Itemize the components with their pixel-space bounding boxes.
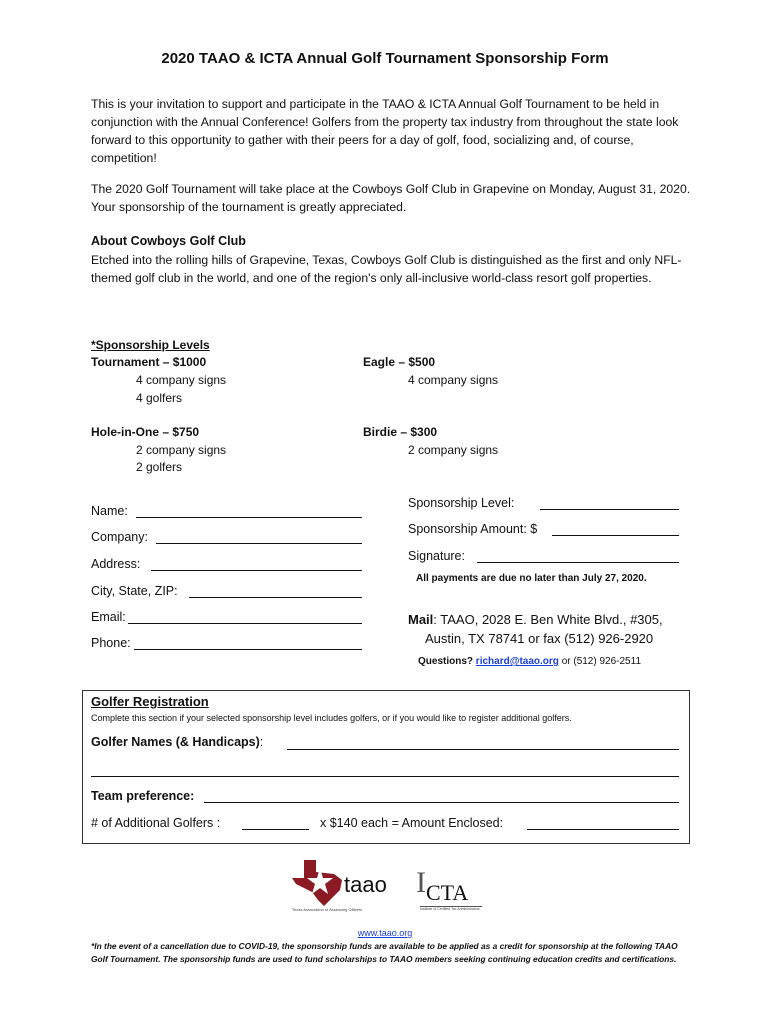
covid-note: *In the event of a cancellation due to COVID-19, the sponsorship funds are available to be applied as a credit for sponsorship at the following TAAO Golf Tournament. The sponsorship funds are used to fund scholarships to TAAO members seeking continuing education credits and certifications. (91, 941, 678, 964)
questions-line (418, 656, 641, 667)
golfer-names-label: Golfer Names (& Handicaps) (91, 735, 260, 749)
levels-heading: *Sponsorship Levels (91, 338, 210, 352)
signature-label: Signature: (408, 549, 465, 563)
name-field[interactable] (136, 517, 362, 518)
address-field[interactable] (151, 570, 362, 571)
taao-logo (290, 856, 405, 916)
golfer-names-colon: : (259, 735, 264, 749)
level-birdie-signs: 2 company signs (408, 443, 499, 457)
mail-address (408, 610, 698, 648)
mail-label: Mail (408, 612, 434, 627)
email-field[interactable] (128, 623, 362, 624)
golfer-names-field-2[interactable] (91, 776, 679, 777)
amount-enclosed-field[interactable] (527, 829, 679, 830)
company-label: Company: (91, 530, 148, 544)
questions-label: Questions? (418, 656, 474, 667)
sponsorship-amount-field[interactable] (552, 535, 679, 536)
email-label: Email: (91, 610, 126, 624)
questions-email-link[interactable]: richard@taao.org (475, 656, 559, 667)
icta-logo-text: CTA (426, 880, 469, 905)
sponsorship-level-label: Sponsorship Level: (408, 496, 515, 510)
phone-label: Phone: (91, 636, 131, 650)
sponsorship-level-field[interactable] (540, 509, 679, 510)
level-birdie: Birdie – $300 (363, 425, 438, 439)
icta-logo (416, 866, 482, 918)
address-label: Address: (91, 557, 141, 571)
level-tournament-signs: 4 company signs (136, 373, 227, 387)
texas-star-icon (290, 856, 350, 906)
intro-paragraph: This is your invitation to support and participate in the TAAO & ICTA Annual Golf Tournament to be held in conjunction with the Annual Conference! Golfers from the property tax industry from throughout the state look forward to this opportunity to gather with their peers for a day of golf, food, socializing and, of course, competition! (91, 97, 679, 165)
amount-enclosed-label: x $140 each = Amount Enclosed: (320, 816, 504, 830)
level-tournament: Tournament – $1000 (91, 355, 207, 369)
golfer-heading: Golfer Registration (91, 694, 209, 709)
about-heading: About Cowboys Golf Club (91, 234, 246, 248)
city-field[interactable] (189, 597, 362, 598)
level-hole-signs: 2 company signs (136, 443, 227, 457)
golfer-names-label-group (91, 735, 263, 749)
location-paragraph: The 2020 Golf Tournament will take place at the Cowboys Golf Club in Grapevine on Monday, August 31, 2020. Your sponsorship of the tournament is greatly appreciated. (91, 182, 691, 214)
additional-golfers-field[interactable] (242, 829, 309, 830)
team-preference-label: Team preference: (91, 789, 195, 803)
name-label: Name: (91, 504, 128, 518)
questions-phone: or (512) 926-2511 (561, 656, 641, 667)
signature-field[interactable] (477, 562, 679, 563)
taao-logo-subtitle: Texas Association of Assessing Officers (292, 907, 363, 912)
page-title: 2020 TAAO & ICTA Annual Golf Tournament Sponsorship Form (161, 50, 609, 67)
additional-golfers-label: # of Additional Golfers : (91, 816, 221, 830)
phone-field[interactable] (134, 649, 362, 650)
mail-line1: : TAAO, 2028 E. Ben White Blvd., #305, (433, 612, 663, 627)
website-link[interactable]: www.taao.org (357, 928, 413, 938)
city-label: City, State, ZIP: (91, 584, 178, 598)
mail-line2: Austin, TX 78741 or fax (512) 926-2920 (425, 631, 654, 646)
golfer-description: Complete this section if your selected sponsorship level includes golfers, or if you would like to register additional golfers. (91, 713, 572, 723)
about-paragraph: Etched into the rolling hills of Grapevine, Texas, Cowboys Golf Club is distinguished as the first and only NFL-themed golf club in the world, and one of the region's only all-inclusive world-class resort golf properties. (91, 253, 682, 285)
sponsorship-amount-label: Sponsorship Amount: $ (408, 522, 538, 536)
level-eagle-signs: 4 company signs (408, 373, 499, 387)
level-hole-golfers: 2 golfers (136, 460, 183, 474)
company-field[interactable] (156, 543, 362, 544)
level-tournament-golfers: 4 golfers (136, 391, 183, 405)
taao-logo-text: taao (344, 872, 387, 897)
level-eagle: Eagle – $500 (363, 355, 436, 369)
payment-deadline: All payments are due no later than July 27, 2020. (416, 573, 647, 584)
icta-logo-subtitle: Institute of Certified Tax Administrators (420, 906, 482, 911)
icta-logo-initial: I (416, 866, 426, 899)
level-hole-in-one: Hole-in-One – $750 (91, 425, 200, 439)
golfer-names-field[interactable] (287, 749, 679, 750)
team-preference-field[interactable] (204, 802, 679, 803)
